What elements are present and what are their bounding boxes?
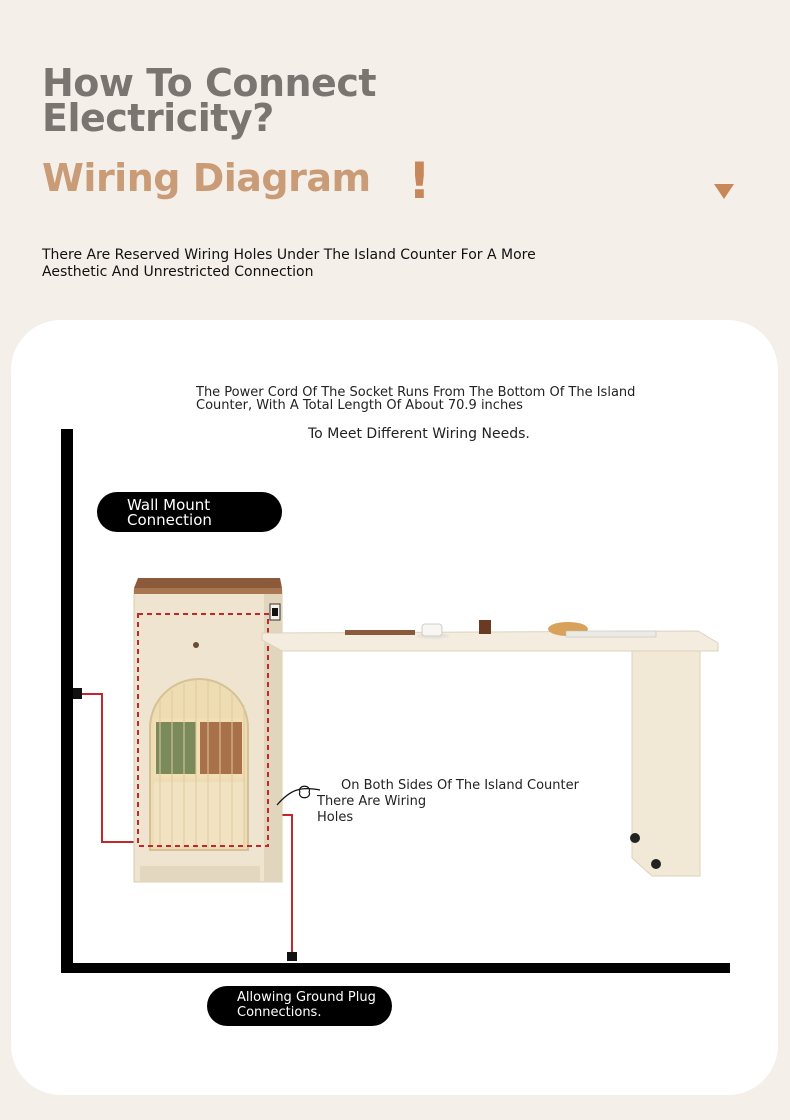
holes-label: There Are Wiring Holes <box>317 794 427 825</box>
counter-leg <box>632 651 700 876</box>
wall-mount-pill <box>97 492 282 532</box>
tray <box>345 630 415 635</box>
jar-icon <box>479 620 491 634</box>
intro-text: There Are Reserved Wiring Holes Under The Island Counter For A More Aesthetic And Unrestricted Connection <box>42 247 536 280</box>
wheel-icon <box>651 859 661 869</box>
cup-icon <box>422 624 442 636</box>
book-icon <box>566 631 656 637</box>
power-cord-note: The Power Cord Of The Socket Runs From The Bottom Of The Island Counter, With A Total Length Of About 70.9 inches <box>196 385 636 413</box>
wall-wire <box>82 694 139 842</box>
ground-plug-label: Allowing Ground Plug Connections. <box>237 990 376 1020</box>
page-subtitle: Wiring Diagram <box>42 156 371 200</box>
sides-label: On Both Sides Of The Island Counter <box>341 778 579 793</box>
pointer-line <box>277 786 320 805</box>
cabinet <box>134 578 282 882</box>
wiring-needs-note: To Meet Different Wiring Needs. <box>308 426 530 442</box>
ground-plug-pill <box>207 986 392 1026</box>
wall-mount-label: Wall Mount Connection <box>127 496 212 529</box>
exclamation-icon: ! <box>408 152 431 210</box>
wall-socket-icon <box>73 688 82 699</box>
wheel-icon <box>630 833 640 843</box>
floor-socket-icon <box>287 952 297 961</box>
page-title: How To Connect Electricity? <box>42 61 377 140</box>
